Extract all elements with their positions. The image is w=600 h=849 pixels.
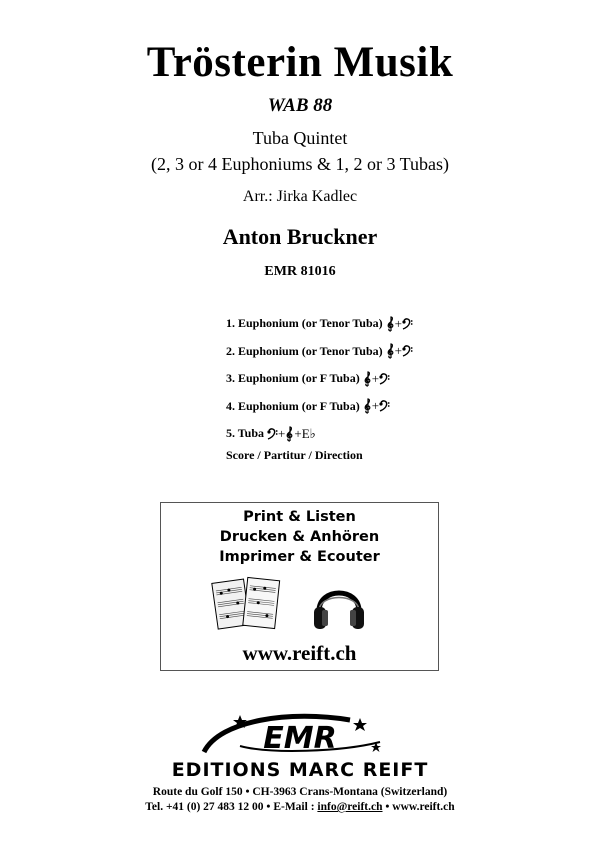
treble-clef-icon (285, 426, 294, 442)
page-title: Trösterin Musik (146, 39, 454, 86)
print-listen-line3: Imprimer & Ecouter (219, 549, 380, 565)
bass-clef-icon (402, 345, 413, 357)
ensemble-label: Tuba Quintet (252, 128, 348, 148)
website-link[interactable]: www.reift.ch (242, 641, 357, 665)
plus-sign: + (394, 343, 402, 359)
plus-sign: + (371, 370, 380, 386)
key-label: E♭ (301, 425, 316, 441)
bass-clef-icon (379, 373, 390, 385)
bass-clef-icon (402, 318, 413, 330)
email-link[interactable]: info@reift.ch (317, 801, 383, 813)
sheet-music-icon (211, 575, 283, 635)
bass-clef-icon (379, 400, 390, 412)
print-listen-box[interactable] (160, 502, 439, 671)
part-label: 1. Euphonium (or Tenor Tuba) (226, 316, 383, 331)
part-label: 5. Tuba (226, 426, 265, 441)
clef-group (267, 426, 316, 442)
clef-group (363, 398, 390, 414)
headphones-icon (311, 577, 367, 635)
treble-clef-icon (386, 343, 395, 359)
treble-clef-icon (363, 371, 372, 387)
part-label: 3. Euphonium (or F Tuba) (226, 371, 360, 386)
emr-logo (200, 712, 400, 758)
plus-sign: + (394, 315, 402, 331)
part-item (226, 310, 413, 338)
emr-logo-text: EMR (263, 721, 337, 756)
treble-clef-icon (363, 398, 372, 414)
publisher-name: EDITIONS MARC REIFT (171, 759, 429, 781)
clef-group (363, 371, 390, 387)
score-label: Score / Partitur / Direction (226, 448, 363, 462)
publisher-address: Route du Golf 150 • CH-3963 Crans-Montana (Switzerland) (152, 786, 448, 798)
print-listen-line2: Drucken & Anhören (219, 529, 380, 545)
treble-clef-icon (386, 316, 395, 332)
clef-group (386, 343, 413, 359)
edition-number: EMR 81016 (264, 264, 336, 279)
print-listen-line1: Print & Listen (243, 509, 356, 525)
part-label: 4. Euphonium (or F Tuba) (226, 398, 360, 413)
plus-sign: + (294, 425, 302, 441)
part-item (226, 420, 413, 448)
composer-name: Anton Bruckner (222, 224, 378, 249)
plus-sign: + (278, 425, 286, 441)
part-item (226, 365, 413, 393)
catalogue-number: WAB 88 (267, 95, 333, 116)
clef-group (386, 316, 413, 332)
part-item (226, 393, 413, 421)
website-text: • www.reift.ch (382, 801, 455, 813)
part-label: 2. Euphonium (or Tenor Tuba) (226, 343, 383, 358)
arranger-label: Arr.: Jirka Kadlec (242, 188, 358, 205)
parts-list (226, 310, 413, 448)
publisher-contact (0, 801, 600, 813)
part-item (226, 338, 413, 366)
star-icon (353, 718, 367, 731)
instrumentation-label: (2, 3 or 4 Euphoniums & 1, 2 or 3 Tubas) (150, 154, 449, 174)
bass-clef-icon (267, 428, 278, 440)
plus-sign: + (371, 398, 380, 414)
phone-text: Tel. +41 (0) 27 483 12 00 • E-Mail : (145, 801, 318, 813)
